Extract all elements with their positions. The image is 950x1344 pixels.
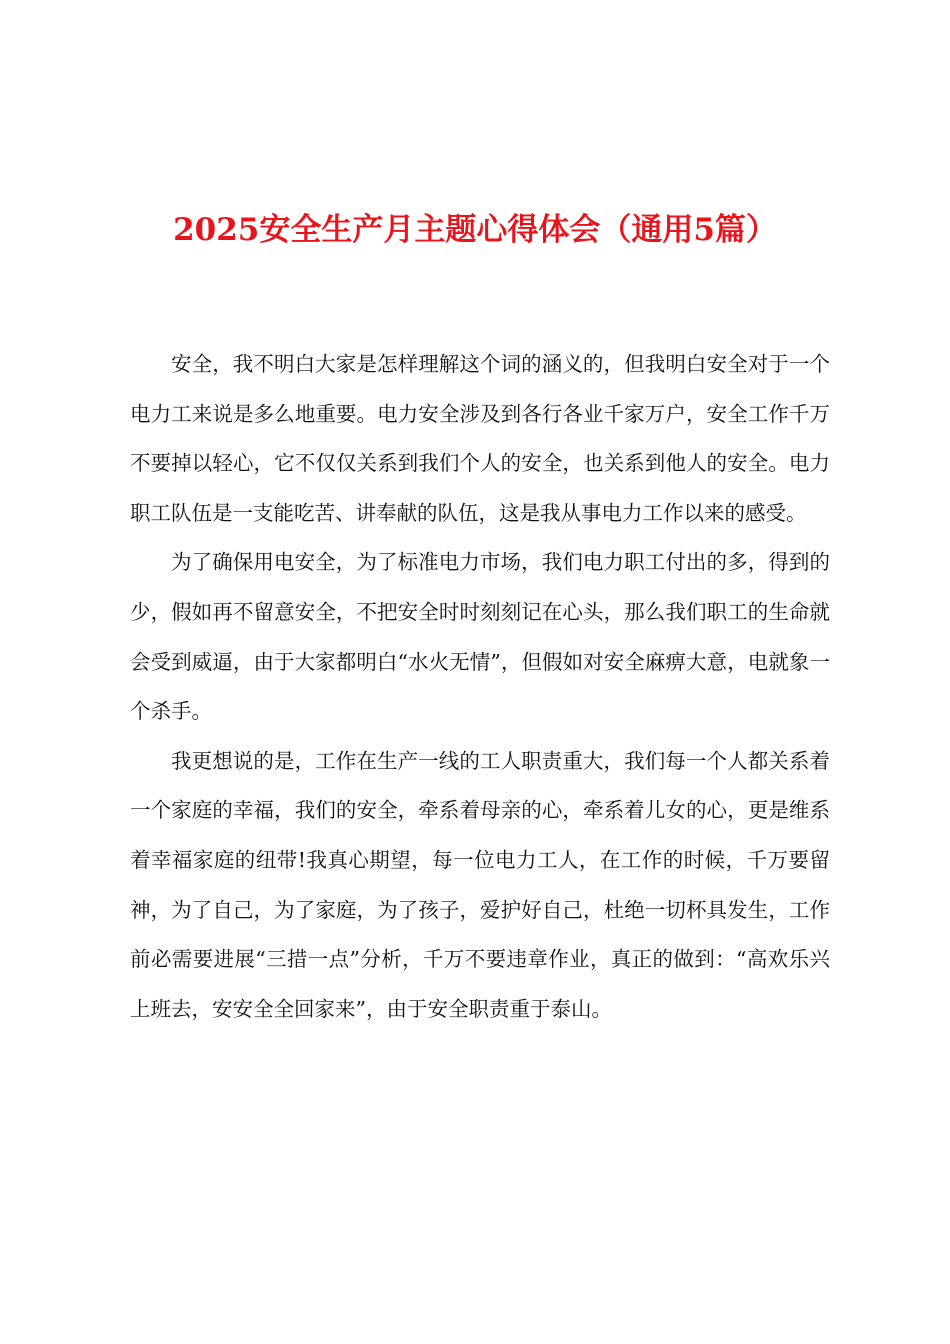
document-title: 2025安全生产月主题心得体会（通用5篇） xyxy=(173,212,777,248)
paragraph-1: 安全，我不明白大家是怎样理解这个词的涵义的，但我明白安全对于一个电力工来说是多么地重要。电力安全涉及到各行各业千家万户，安全工作千万不要掉以轻心，它不仅仅关系到我们个人的安全，也关系到他人的安全。电力职工队伍是一支能吃苦、讲奉献的队伍，这是我从事电力工作以来的感受。 xyxy=(130,352,830,525)
document-body xyxy=(130,340,830,1034)
paragraph-2: 为了确保用电安全，为了标准电力市场，我们电力职工付出的多，得到的少，假如再不留意安全，不把安全时时刻刻记在心头，那么我们职工的生命就会受到威逼，由于大家都明白“水火无情”，但假如对安全麻痹大意，电就象一个杀手。 xyxy=(130,550,830,724)
paragraph-3: 我更想说的是，工作在生产一线的工人职责重大，我们每一个人都关系着一个家庭的幸福，我们的安全，牵系着母亲的心，牵系着儿女的心，更是维系着幸福家庭的纽带!我真心期望，每一位电力工人，在工作的时候，千万要留神，为了自己，为了家庭，为了孩子，爱护好自己，杜绝一切杯具发生，工作前必需要进展“三措一点”分析，千万不要违章作业，真正的做到：“高欢乐兴上班去，安安全全回家来”，由于安全职责重于泰山。 xyxy=(130,748,830,1021)
